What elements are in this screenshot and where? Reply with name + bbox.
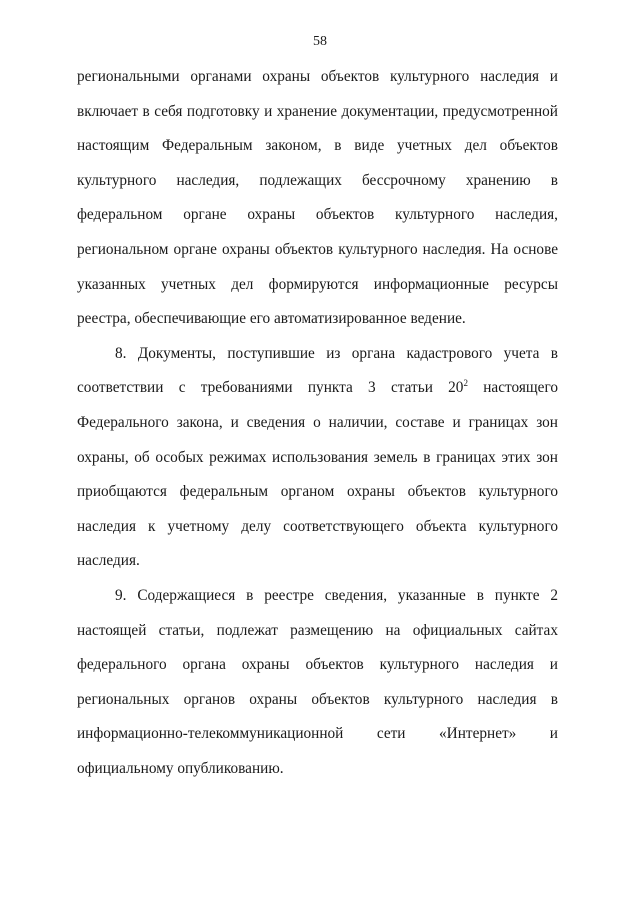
paragraph-item-8-text-a: 8. Документы, поступившие из органа кадастрового учета в соответствии с требованиями пункта 3 статьи 20 (77, 344, 558, 397)
paragraph-item-8-text-b: настоящего Федерального закона, и сведения о наличии, составе и границах зон охраны, об особых режимах использования земель в границах этих зон приобщаются федеральным органом охраны объектов культурного наследия к учетному делу соответствующего объекта культурного наследия. (77, 379, 558, 570)
page-number: 58 (313, 34, 327, 49)
document-body (77, 60, 558, 786)
superscript-article-number: 2 (463, 378, 468, 389)
paragraph-continued: региональными органами охраны объектов культурного наследия и включает в себя подготовку и хранение документации, предусмотренной настоящим Федеральным законом, в виде учетных дел объектов культурного наследия, подлежащих бессрочному хранению в федеральном органе охраны объектов культурного наследия, региональном органе охраны объектов культурного наследия. На основе указанных учетных дел формируются информационные ресурсы реестра, обеспечивающие его автоматизированное ведение. (77, 68, 558, 328)
paragraph-item-8 (77, 337, 558, 579)
paragraph-item-9: 9. Содержащиеся в реестре сведения, указанные в пункте 2 настоящей статьи, подлежат размещению на официальных сайтах федерального органа охраны объектов культурного наследия и региональных органов охраны объектов культурного наследия в информационно-телекоммуникационной сети «Интернет» и официальному опубликованию. (77, 586, 558, 777)
